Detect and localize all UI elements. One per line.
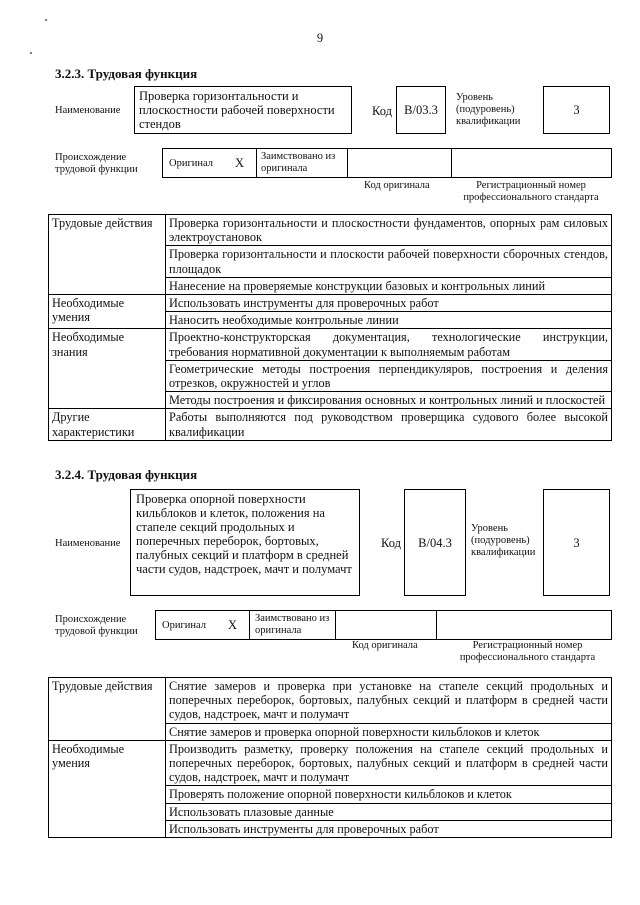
row-item: Проверка горизонтальности и плоскости рабочей поверхности сборочных стендов, площадок bbox=[166, 246, 612, 277]
row-item: Геометрические методы построения перпендикуляров, построения и деления отрезков, окружностей и углов bbox=[166, 360, 612, 391]
code-label: Код bbox=[381, 536, 401, 550]
origin-label: Происхождение трудовой функции bbox=[55, 614, 138, 637]
row-item: Использовать инструменты для проверочных работ bbox=[166, 820, 612, 837]
row-item: Работы выполняются под руководством проверщика судового более высокой квалификации bbox=[166, 409, 612, 440]
function-name: Проверка горизонтальности и плоскостности рабочей поверхности стендов bbox=[139, 89, 335, 131]
row-item: Наносить необходимые контрольные линии bbox=[166, 312, 612, 329]
divider bbox=[249, 611, 250, 639]
row-label: Необходимые умения bbox=[49, 740, 166, 837]
table-row bbox=[49, 215, 612, 246]
scan-speck bbox=[30, 52, 32, 54]
row-item: Производить разметку, проверку положения на стапеле секций продольных и поперечных переборок, бортовых, палубных секций и платформ в средней части судов, надстроек, мачт и полумачт bbox=[166, 740, 612, 786]
name-label: Наименование bbox=[55, 105, 121, 116]
section-heading: 3.2.3. Трудовая функция bbox=[55, 66, 198, 81]
function-name: Проверка опорной поверхности кильблоков и клеток, положения на стапеле секций продольных и поперечных переборок, бортовых, палубных секций и платформ в средней части судов, надстроек, мачт и полумачт bbox=[136, 492, 352, 576]
row-item: Проектно-конструкторская документация, технологические инструкции, требования нормативной документации к выполняемым работам bbox=[166, 329, 612, 360]
origin-code-label: Код оригинала bbox=[352, 640, 418, 651]
reg-number-label: Регистрационный номер профессионального стандарта bbox=[459, 640, 596, 663]
level-label: Уровень (подуровень) квалификации bbox=[456, 92, 521, 127]
code-label: Код bbox=[372, 104, 392, 118]
scan-speck bbox=[45, 19, 47, 21]
table-row bbox=[49, 740, 612, 786]
code-value: B/04.3 bbox=[404, 489, 466, 596]
section-heading: 3.2.4. Трудовая функция bbox=[55, 467, 198, 482]
row-item: Проверка горизонтальности и плоскостности фундаментов, опорных рам силовых электроустановок bbox=[166, 215, 612, 246]
row-item: Нанесение на проверяемые конструкции базовых и контрольных линий bbox=[166, 277, 612, 294]
original-label: Оригинал bbox=[162, 620, 206, 631]
function-name-box bbox=[134, 86, 352, 134]
divider bbox=[436, 611, 437, 639]
function-name-box bbox=[130, 489, 360, 596]
level-label: Уровень (подуровень) квалификации bbox=[471, 523, 536, 558]
divider bbox=[451, 149, 452, 177]
origin-code-label: Код оригинала bbox=[364, 180, 430, 191]
divider bbox=[347, 149, 348, 177]
page-number: 9 bbox=[316, 31, 324, 45]
row-item: Использовать плазовые данные bbox=[166, 803, 612, 820]
row-item: Снятие замеров и проверка при установке на стапеле секций продольных и поперечных переборок, бортовых, палубных секций и платформ в средней части судов, надстроек, мачт и полумачт bbox=[166, 678, 612, 724]
original-mark: X bbox=[228, 618, 238, 632]
row-label: Необходимые умения bbox=[49, 295, 166, 329]
row-item: Методы построения и фиксирования основных и контрольных линий и плоскостей bbox=[166, 392, 612, 409]
origin-table bbox=[155, 610, 612, 640]
divider bbox=[335, 611, 336, 639]
table-row bbox=[49, 329, 612, 360]
level-value: 3 bbox=[543, 489, 610, 596]
borrowed-label: Заимствовано из оригинала bbox=[261, 151, 336, 174]
level-value: 3 bbox=[543, 86, 610, 134]
row-label: Трудовые действия bbox=[49, 678, 166, 741]
borrowed-label: Заимствовано из оригинала bbox=[255, 613, 330, 636]
reg-number-label: Регистрационный номер профессионального стандарта bbox=[463, 180, 599, 203]
original-label: Оригинал bbox=[169, 158, 213, 169]
origin-table bbox=[162, 148, 612, 178]
table-row bbox=[49, 409, 612, 440]
row-label: Другие характеристики bbox=[49, 409, 166, 440]
original-mark: X bbox=[235, 156, 245, 170]
row-item: Использовать инструменты для проверочных работ bbox=[166, 295, 612, 312]
details-table bbox=[48, 677, 612, 838]
row-item: Проверять положение опорной поверхности кильблоков и клеток bbox=[166, 786, 612, 803]
row-label: Необходимые знания bbox=[49, 329, 166, 409]
row-item: Снятие замеров и проверка опорной поверхности кильблоков и клеток bbox=[166, 723, 612, 740]
origin-label: Происхождение трудовой функции bbox=[55, 152, 138, 175]
details-table bbox=[48, 214, 612, 441]
table-row bbox=[49, 295, 612, 312]
code-value: B/03.3 bbox=[396, 86, 446, 134]
divider bbox=[256, 149, 257, 177]
name-label: Наименование bbox=[55, 538, 121, 549]
row-label: Трудовые действия bbox=[49, 215, 166, 295]
table-row bbox=[49, 678, 612, 724]
